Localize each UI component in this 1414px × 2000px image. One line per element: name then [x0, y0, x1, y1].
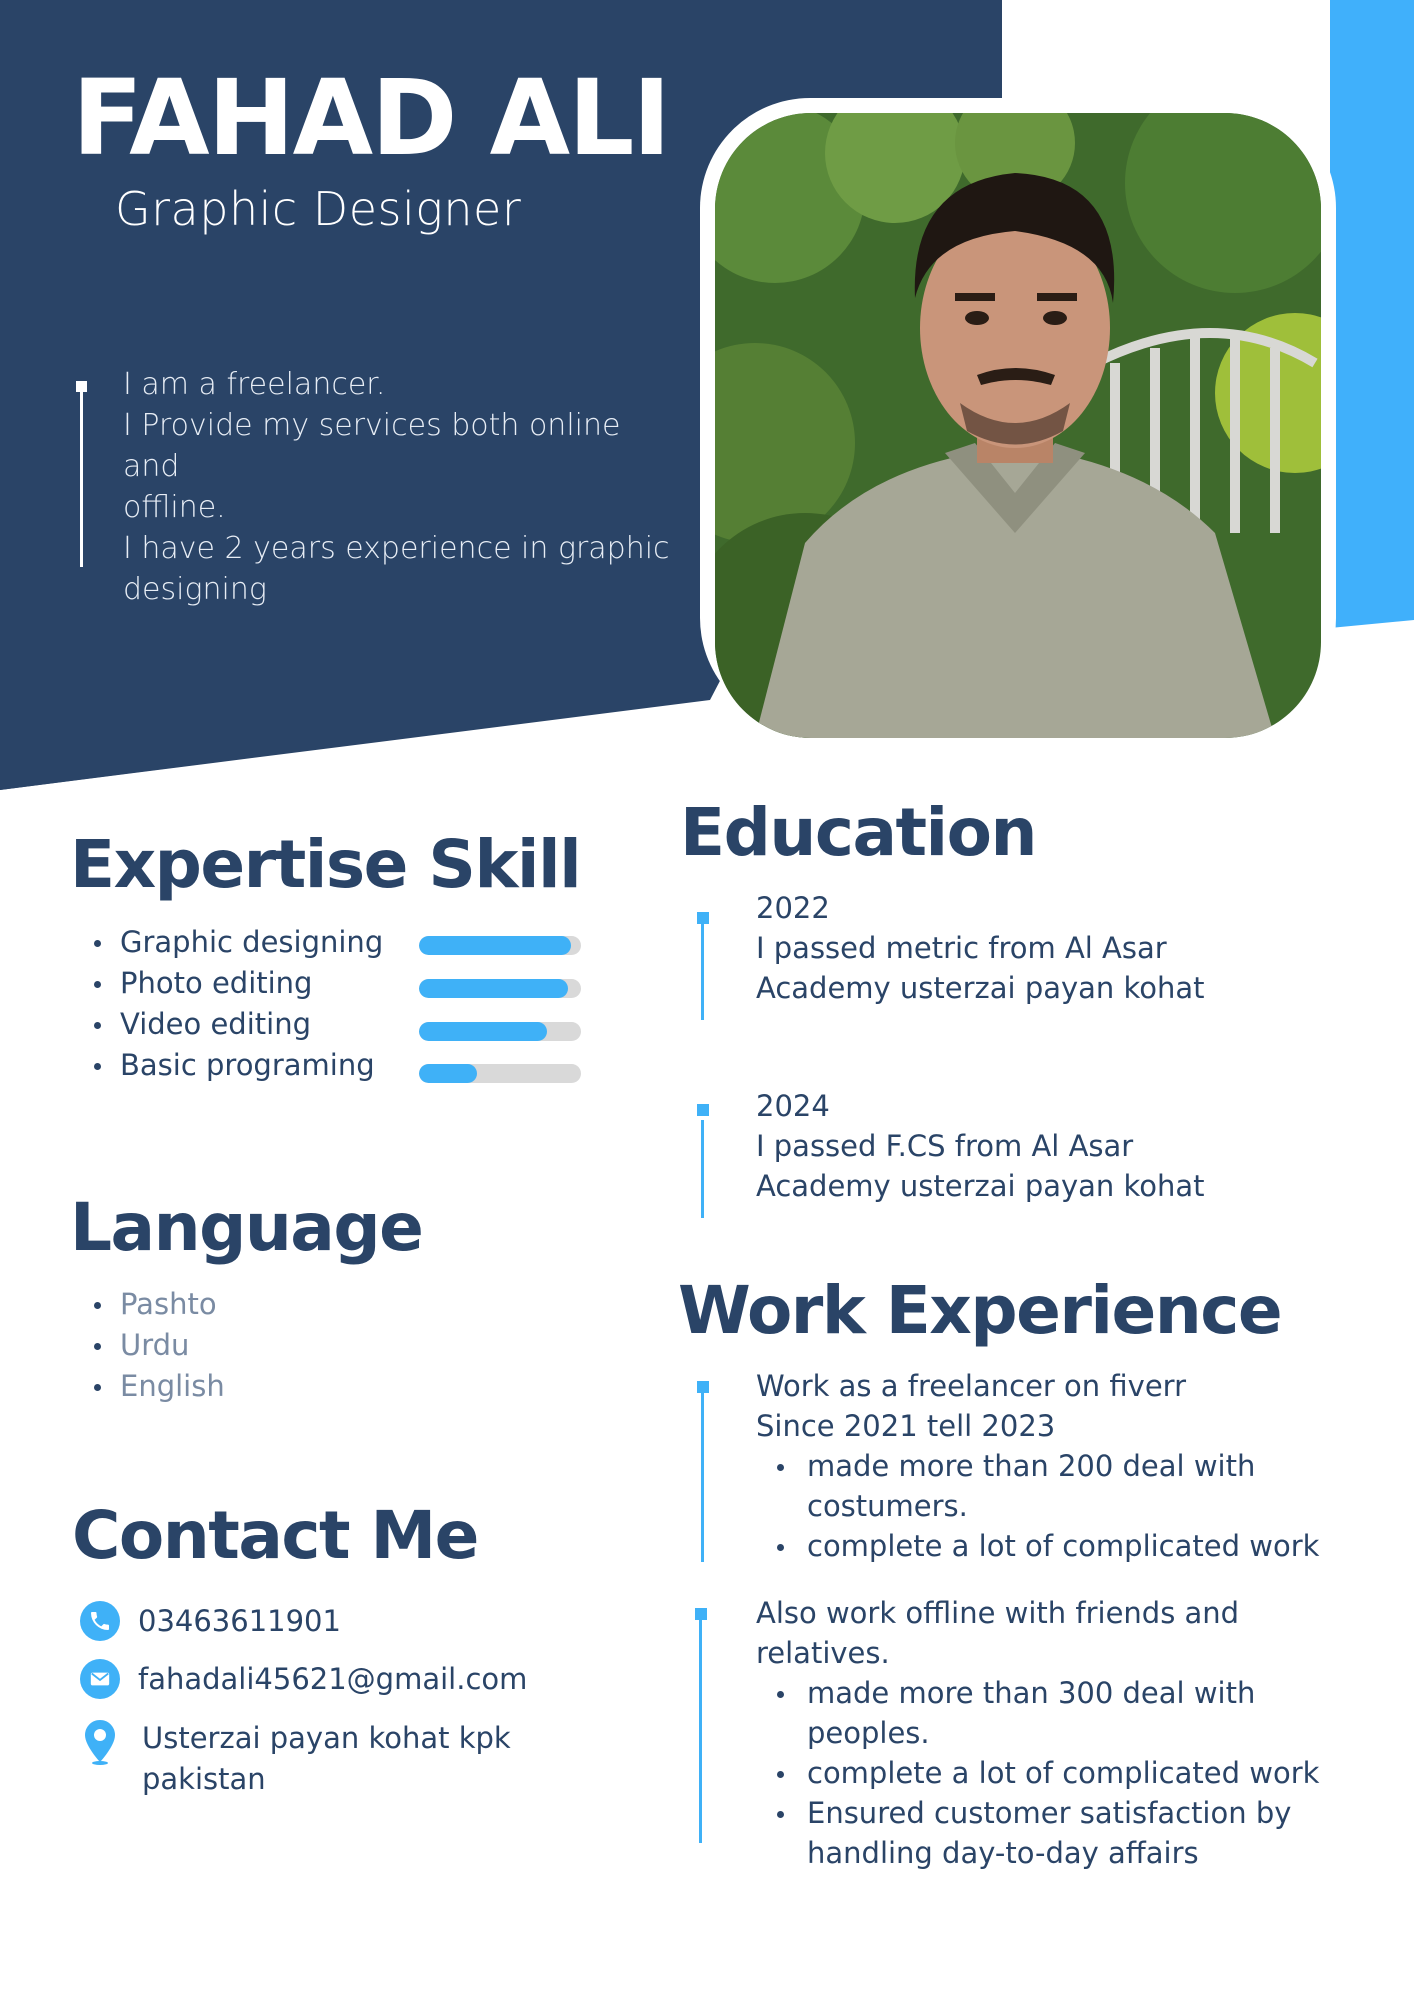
- bullet-line: Ensured customer satisfaction by: [807, 1796, 1292, 1830]
- about-divider-dot: [76, 381, 87, 392]
- list-item: Urdu: [88, 1325, 225, 1366]
- education-detail: I passed metric from Al Asar: [756, 931, 1167, 965]
- skill-bar-video-editing: [419, 1022, 581, 1041]
- address-text: [142, 1718, 511, 1800]
- education-entry-2: [756, 1086, 1205, 1206]
- location-pin-icon: [82, 1718, 118, 1766]
- skill-bar-graphic-designing: [419, 936, 581, 955]
- bullet-line: complete a lot of complicated work: [807, 1756, 1320, 1790]
- contact-phone[interactable]: [80, 1601, 341, 1641]
- list-item: English: [88, 1366, 225, 1407]
- skill-bar-fill: [419, 936, 571, 955]
- work-timeline-line-1: [701, 1392, 704, 1562]
- list-item: Video editing: [88, 1004, 383, 1045]
- list-item: [756, 1673, 1319, 1753]
- contact-email[interactable]: [80, 1659, 527, 1699]
- profile-photo: [715, 113, 1321, 738]
- education-timeline-line-1: [701, 922, 704, 1020]
- education-detail: Academy usterzai payan kohat: [756, 971, 1205, 1005]
- work-timeline-dot-2: [695, 1608, 707, 1620]
- about-line-4: I have 2 years experience in graphic: [123, 531, 670, 566]
- work-entry-1: [756, 1366, 1319, 1566]
- education-timeline-line-2: [701, 1120, 704, 1218]
- about-line-2: I Provide my services both online and: [123, 408, 621, 484]
- work-detail: Since 2021 tell 2023: [756, 1409, 1056, 1443]
- list-item: Graphic designing: [88, 922, 383, 963]
- bullet-line: costumers.: [807, 1489, 968, 1523]
- bullet-line: complete a lot of complicated work: [807, 1529, 1320, 1563]
- bullet-line: made more than 200 deal with: [807, 1449, 1256, 1483]
- language-heading: Language: [70, 1189, 423, 1266]
- work-bullets: [756, 1446, 1319, 1566]
- education-entry-1: [756, 888, 1205, 1008]
- work-detail: Also work offline with friends and: [756, 1596, 1240, 1630]
- about-line-1: I am a freelancer.: [123, 367, 386, 402]
- work-bullets: [756, 1673, 1319, 1873]
- email-address: fahadali45621@gmail.com: [138, 1662, 528, 1696]
- contact-heading: Contact Me: [72, 1497, 478, 1574]
- education-year: 2024: [756, 1089, 830, 1123]
- list-item: [756, 1526, 1319, 1566]
- contact-address: [82, 1718, 511, 1800]
- skills-heading: Expertise Skill: [70, 826, 581, 903]
- work-timeline-line-2: [699, 1618, 702, 1843]
- list-item: [756, 1793, 1319, 1873]
- education-timeline-dot-1: [697, 912, 709, 924]
- bullet-line: made more than 300 deal with: [807, 1676, 1256, 1710]
- work-detail: relatives.: [756, 1636, 890, 1670]
- education-detail: I passed F.CS from Al Asar: [756, 1129, 1134, 1163]
- about-divider-line: [80, 385, 83, 567]
- list-item: [756, 1753, 1319, 1793]
- skill-bar-fill: [419, 979, 568, 998]
- resume-name: FAHAD ALI: [72, 57, 670, 179]
- phone-number: 03463611901: [138, 1604, 341, 1638]
- work-detail: Work as a freelancer on fiverr: [756, 1369, 1187, 1403]
- bullet-line: peoples.: [807, 1716, 930, 1750]
- education-detail: Academy usterzai payan kohat: [756, 1169, 1205, 1203]
- address-line-2: pakistan: [142, 1762, 266, 1796]
- list-item: Photo editing: [88, 963, 383, 1004]
- list-item: Pashto: [88, 1284, 225, 1325]
- about-line-3: offline.: [123, 490, 226, 525]
- list-item: Basic programing: [88, 1045, 383, 1086]
- bullet-line: handling day-to-day affairs: [807, 1836, 1199, 1870]
- about-text: [123, 364, 683, 610]
- skill-bar-fill: [419, 1022, 547, 1041]
- address-line-1: Usterzai payan kohat kpk: [142, 1721, 511, 1755]
- envelope-icon: [80, 1659, 120, 1699]
- skill-bar-fill: [419, 1064, 477, 1083]
- education-year: 2022: [756, 891, 830, 925]
- skill-bar-basic-programing: [419, 1064, 581, 1083]
- list-item: [756, 1446, 1319, 1526]
- education-timeline-dot-2: [697, 1104, 709, 1116]
- resume-role: Graphic Designer: [115, 182, 522, 236]
- work-entry-2: [756, 1593, 1319, 1873]
- language-list: [88, 1284, 225, 1407]
- work-heading: Work Experience: [678, 1272, 1282, 1349]
- skill-bar-photo-editing: [419, 979, 581, 998]
- education-heading: Education: [680, 794, 1036, 871]
- work-timeline-dot-1: [697, 1381, 709, 1393]
- about-line-5: designing: [123, 572, 267, 607]
- phone-icon: [80, 1601, 120, 1641]
- skills-list: [88, 922, 383, 1086]
